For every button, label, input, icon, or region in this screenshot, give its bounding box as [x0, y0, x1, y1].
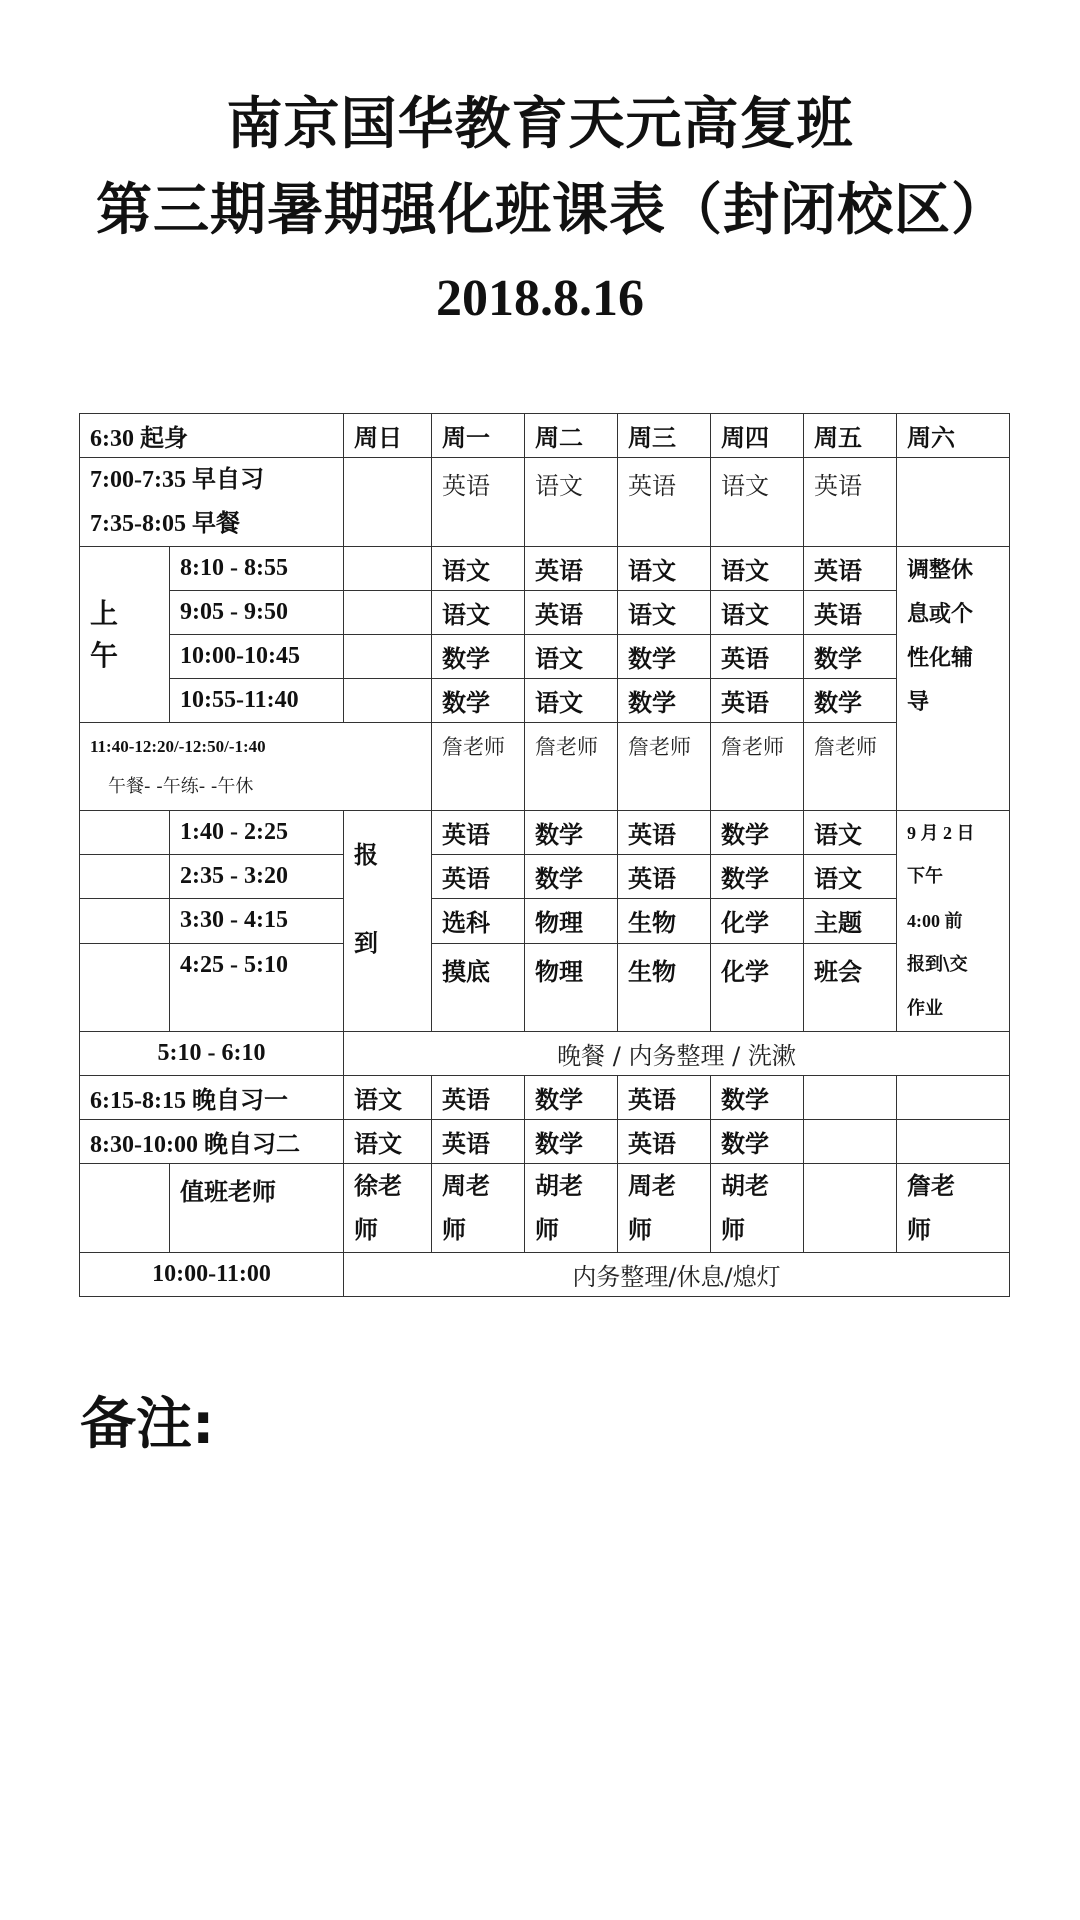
- subject-cell: 物理: [525, 899, 618, 943]
- empty-cell: [897, 458, 1010, 547]
- am-row: [80, 635, 1010, 679]
- saturday-pm-note: 9 月 2 日 下午 4:00 前 报到\交 作业: [897, 811, 1010, 1032]
- subject-cell: 英语: [525, 547, 618, 591]
- day-header: 周二: [525, 414, 618, 458]
- day-header: 周六: [897, 414, 1010, 458]
- subject-cell: 语文: [804, 811, 897, 855]
- subject-cell: 语文: [618, 547, 711, 591]
- teacher-cell: 詹老师: [525, 723, 618, 811]
- dinner-row: [80, 1032, 1010, 1076]
- subject-cell: 语文: [432, 547, 525, 591]
- subject-cell: [897, 1076, 1010, 1120]
- subject-cell: 数学: [711, 855, 804, 899]
- subject-cell: 英语: [618, 458, 711, 547]
- teacher-cell: 詹老师: [804, 723, 897, 811]
- subject-cell: 数学: [525, 811, 618, 855]
- subject-cell: 英语: [432, 1076, 525, 1120]
- subject-cell: 摸底: [432, 943, 525, 1031]
- empty-cell: [344, 458, 432, 547]
- day-header: 周日: [344, 414, 432, 458]
- subject-cell: 语文: [525, 458, 618, 547]
- am-label: 上 午: [80, 547, 170, 723]
- subject-cell: 英语: [804, 458, 897, 547]
- subject-cell: 数学: [618, 635, 711, 679]
- saturday-am-note: 调整休 息或个 性化辅 导: [897, 547, 1010, 811]
- wake-up-time: 6:30 起身: [80, 414, 344, 458]
- evening-label: 6:15-8:15 晚自习一: [80, 1076, 344, 1120]
- subject-cell: 语文: [618, 591, 711, 635]
- period-time: 4:25 - 5:10: [170, 943, 344, 1031]
- subject-cell: 语文: [525, 679, 618, 723]
- pm-row: [80, 811, 1010, 855]
- lunch-info: [80, 723, 432, 811]
- page-header: [0, 82, 1080, 344]
- pm-row: [80, 899, 1010, 943]
- duty-teacher: 胡老 师: [711, 1164, 804, 1253]
- subject-cell: 物理: [525, 943, 618, 1031]
- duty-teacher: 詹老 师: [897, 1164, 1010, 1253]
- period-time: 8:10 - 8:55: [170, 547, 344, 591]
- subject-cell: 英语: [432, 811, 525, 855]
- duty-teacher: 周老 师: [618, 1164, 711, 1253]
- period-time: 10:00-10:45: [170, 635, 344, 679]
- subject-cell: 数学: [525, 1076, 618, 1120]
- night-time: 10:00-11:00: [80, 1253, 344, 1297]
- remarks-heading: 备注:: [80, 1392, 215, 1457]
- sunday-report: 报 到: [344, 811, 432, 1032]
- subject-cell: 数学: [711, 1120, 804, 1164]
- subject-cell: 数学: [525, 855, 618, 899]
- lunch-desc: 午餐- -午练- -午休: [108, 775, 254, 797]
- day-header: 周四: [711, 414, 804, 458]
- subject-cell: 英语: [525, 591, 618, 635]
- pm-row: [80, 943, 1010, 1031]
- lunch-row: [80, 723, 1010, 811]
- subject-cell: 语文: [804, 855, 897, 899]
- teacher-cell: 詹老师: [711, 723, 804, 811]
- empty-cell: [80, 855, 170, 899]
- subject-cell: 生物: [618, 943, 711, 1031]
- morning-study-times: 7:00-7:35 早自习 7:35-8:05 早餐: [80, 458, 344, 547]
- teacher-cell: 詹老师: [618, 723, 711, 811]
- subject-cell: 英语: [432, 1120, 525, 1164]
- am-row: [80, 679, 1010, 723]
- duty-teacher: 周老 师: [432, 1164, 525, 1253]
- subject-cell: 语文: [525, 635, 618, 679]
- pm-row: [80, 855, 1010, 899]
- subject-cell: 选科: [432, 899, 525, 943]
- subject-cell: 数学: [525, 1120, 618, 1164]
- subject-cell: 数学: [618, 679, 711, 723]
- schedule-date: 2018.8.16: [436, 270, 644, 327]
- teacher-cell: 詹老师: [432, 723, 525, 811]
- subject-cell: 英语: [432, 458, 525, 547]
- subject-cell: 数学: [804, 679, 897, 723]
- subject-cell: 英语: [711, 679, 804, 723]
- night-desc: 内务整理/休息/熄灯: [344, 1253, 1010, 1297]
- subject-cell: 语文: [344, 1120, 432, 1164]
- header-row: [80, 414, 1010, 458]
- subject-cell: [897, 1120, 1010, 1164]
- duty-teacher: [804, 1164, 897, 1253]
- empty-cell: [80, 1164, 170, 1253]
- subject-cell: [804, 1076, 897, 1120]
- night-row: [80, 1253, 1010, 1297]
- evening-row: [80, 1120, 1010, 1164]
- subject-cell: 数学: [711, 811, 804, 855]
- evening-row: [80, 1076, 1010, 1120]
- period-time: 10:55-11:40: [170, 679, 344, 723]
- empty-cell: [344, 635, 432, 679]
- subject-cell: 英语: [618, 1120, 711, 1164]
- period-time: 3:30 - 4:15: [170, 899, 344, 943]
- subject-cell: 数学: [804, 635, 897, 679]
- subject-cell: 数学: [711, 1076, 804, 1120]
- subject-cell: 数学: [432, 635, 525, 679]
- subject-cell: 语文: [711, 591, 804, 635]
- subject-cell: 班会: [804, 943, 897, 1031]
- schedule-table: [79, 413, 1010, 1297]
- dinner-desc: 晚餐 / 内务整理 / 洗漱: [344, 1032, 1010, 1076]
- morning-study-row: [80, 458, 1010, 547]
- duty-teacher: 胡老 师: [525, 1164, 618, 1253]
- day-header: 周三: [618, 414, 711, 458]
- subject-cell: 英语: [711, 635, 804, 679]
- subject-cell: 化学: [711, 943, 804, 1031]
- empty-cell: [344, 679, 432, 723]
- period-time: 1:40 - 2:25: [170, 811, 344, 855]
- subject-cell: 英语: [618, 1076, 711, 1120]
- subject-cell: 主题: [804, 899, 897, 943]
- subject-cell: 英语: [804, 547, 897, 591]
- empty-cell: [344, 591, 432, 635]
- subject-cell: [804, 1120, 897, 1164]
- empty-cell: [344, 547, 432, 591]
- subject-cell: 英语: [804, 591, 897, 635]
- subject-cell: 英语: [432, 855, 525, 899]
- duty-teacher: 徐老 师: [344, 1164, 432, 1253]
- evening-label: 8:30-10:00 晚自习二: [80, 1120, 344, 1164]
- am-row: [80, 591, 1010, 635]
- day-header: 周五: [804, 414, 897, 458]
- lunch-time: 11:40-12:20/-12:50/-1:40: [90, 736, 266, 756]
- subject-cell: 生物: [618, 899, 711, 943]
- subject-cell: 语文: [711, 547, 804, 591]
- subject-cell: 语文: [344, 1076, 432, 1120]
- am-row: [80, 547, 1010, 591]
- subject-cell: 英语: [618, 811, 711, 855]
- school-title: 南京国华教育天元高复班: [226, 92, 854, 157]
- duty-label: 值班老师: [170, 1164, 344, 1253]
- day-header: 周一: [432, 414, 525, 458]
- subject-cell: 化学: [711, 899, 804, 943]
- subject-cell: 语文: [711, 458, 804, 547]
- empty-cell: [80, 899, 170, 943]
- empty-cell: [80, 943, 170, 1031]
- subject-cell: 语文: [432, 591, 525, 635]
- schedule-title: 第三期暑期强化班课表（封闭校区）: [96, 178, 1008, 243]
- period-time: 9:05 - 9:50: [170, 591, 344, 635]
- subject-cell: 英语: [618, 855, 711, 899]
- subject-cell: 数学: [432, 679, 525, 723]
- dinner-time: 5:10 - 6:10: [80, 1032, 344, 1076]
- period-time: 2:35 - 3:20: [170, 855, 344, 899]
- empty-cell: [80, 811, 170, 855]
- duty-row: [80, 1164, 1010, 1253]
